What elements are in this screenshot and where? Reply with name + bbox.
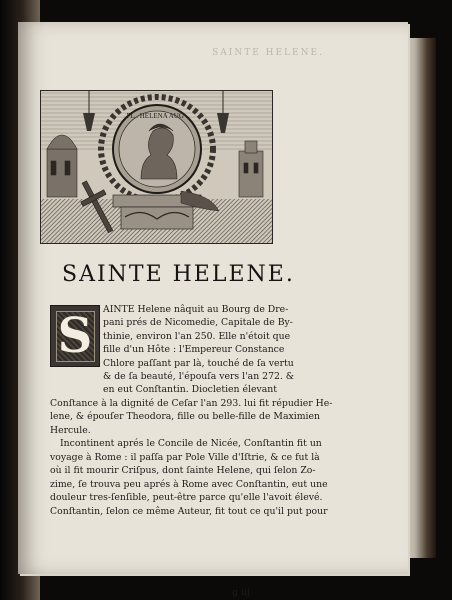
text-line: Chlore paſſant par là, touché de ſa vertu	[103, 357, 294, 369]
medallion-inscription: FL . HELENA AUG .	[126, 112, 188, 120]
text-line: Incontinent aprés le Concile de Nicée, Conſtantin fit un	[60, 438, 322, 449]
page-title: SAINTE HELENE.	[62, 262, 295, 287]
text-line: lene, & épouſer Theodora, fille ou belle-fille de Maximien	[50, 411, 320, 423]
initial-letter: S	[57, 308, 93, 364]
text-line: où il fit mourir Criſpus, dont ſainte Helene, qui ſelon Zo-	[50, 465, 316, 477]
page-edges	[406, 38, 436, 558]
text-line: douleur tres-ſenſible, peut-être parce qu'elle l'avoit élevé.	[50, 492, 323, 504]
decorated-initial	[50, 305, 100, 367]
text-line: Conſtance à la dignité de Ceſar l'an 293. lui fit répudier He-	[50, 398, 333, 409]
signature-mark: g iij	[232, 587, 251, 598]
text-line: AINTE Helene nâquit au Bourg de Dre-	[103, 304, 289, 315]
left-ruin	[47, 135, 77, 197]
text-line: zime, ſe trouva peu aprés à Rome avec Conſtantin, eut une	[50, 478, 328, 490]
text-line: Hercule.	[50, 424, 91, 436]
text-line: & de ſa beauté, l'épouſa vers l'an 272. &	[103, 371, 295, 382]
text-line: thinie, environ l'an 250. Elle n'étoit que	[103, 330, 291, 342]
bleed-through-running-head: SAINTE HELENE.	[212, 48, 324, 58]
text-line: voyage à Rome : il paſſa par Pole Ville d'Iſtrie, & ce fut là	[50, 451, 320, 463]
text-line: pani prés de Nicomedie, Capitale de By-	[103, 317, 293, 329]
text-line: fille d'un Hôte : l'Empereur Constance	[103, 344, 285, 356]
text-line: Conſtantin, ſelon ce même Auteur, fit tout ce qu'il put pour	[50, 506, 328, 517]
text-line: en eut Conſtantin. Diocletien élevant	[103, 384, 277, 396]
engraved-vignette	[40, 90, 273, 244]
